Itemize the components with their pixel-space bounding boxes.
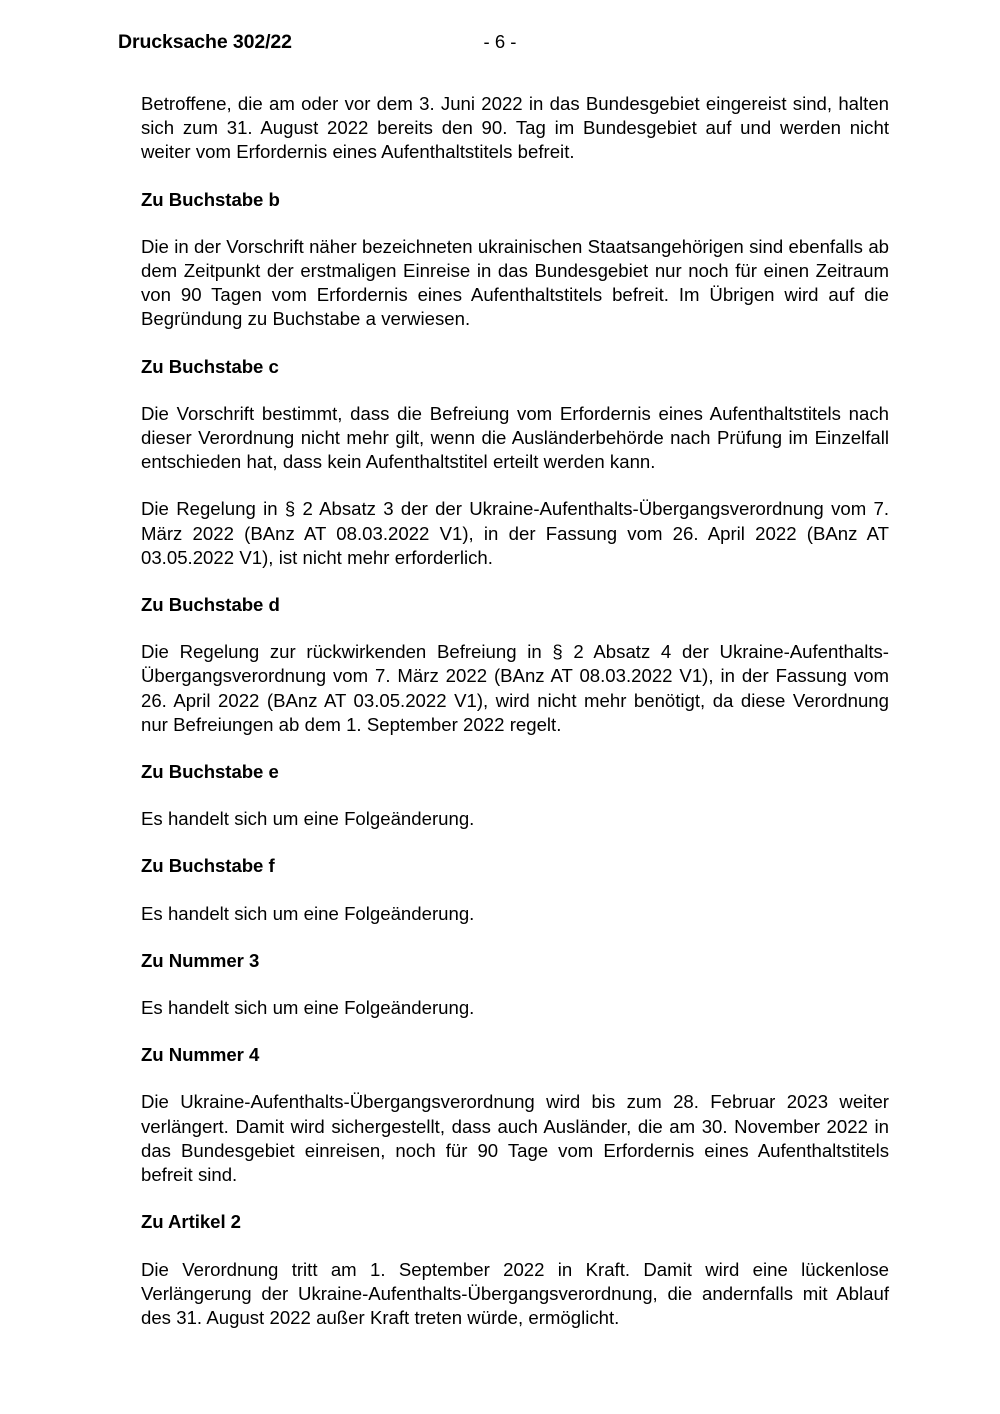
heading-zu-buchstabe-d: Zu Buchstabe d: [141, 594, 280, 616]
document-body: [141, 92, 889, 1330]
paragraph-nummer-4: Die Ukraine-Aufenthalts-Übergangsverordnung wird bis zum 28. Februar 2023 weiter verlängert. Damit wird sichergestellt, dass auch Ausländer, die am 30. November 2022 in das Bundesgebiet einreisen, noch für 90 Tage vom Erfordernis eines Aufenthaltstitels befreit sind.: [141, 1091, 889, 1186]
document-identifier: Drucksache 302/22: [118, 31, 292, 53]
heading-zu-buchstabe-c: Zu Buchstabe c: [141, 355, 279, 377]
heading-zu-nummer-4: Zu Nummer 4: [141, 1044, 260, 1066]
heading-zu-buchstabe-e: Zu Buchstabe e: [141, 761, 279, 783]
paragraph-buchstabe-e: Es handelt sich um eine Folgeänderung.: [141, 808, 475, 830]
heading-zu-nummer-3: Zu Nummer 3: [141, 949, 260, 971]
paragraph-nummer-3: Es handelt sich um eine Folgeänderung.: [141, 997, 475, 1019]
paragraph-buchstabe-b: Die in der Vorschrift näher bezeichneten ukrainischen Staatsangehörigen sind ebenfalls ab dem Zeitpunkt der erstmaligen Einreise in das Bundesgebiet nur noch für einen Zeitraum von 90 Tagen vom Erfordernis eines Aufenthaltstitels befreit. Im Übrigen wird auf die Begründung zu Buchstabe a verwiesen.: [141, 235, 889, 330]
paragraph-buchstabe-f: Es handelt sich um eine Folgeänderung.: [141, 902, 475, 924]
heading-zu-artikel-2: Zu Artikel 2: [141, 1211, 241, 1233]
page-header: [118, 30, 882, 58]
heading-zu-buchstabe-f: Zu Buchstabe f: [141, 855, 275, 877]
paragraph-buchstabe-d: Die Regelung zur rückwirkenden Befreiung in § 2 Absatz 4 der Ukraine-Aufenthalts-Übergangsverordnung vom 7. März 2022 (BAnz AT 08.03.2022 V1), in der Fassung vom 26. April 2022 (BAnz AT 03.05.2022 V1), wird nicht mehr benötigt, da diese Verordnung nur Befreiungen ab dem 1. September 2022 regelt.: [141, 641, 889, 735]
paragraph-betroffene: Betroffene, die am oder vor dem 3. Juni 2022 in das Bundesgebiet eingereist sind, halten sich zum 31. August 2022 bereits den 90. Tag im Bundesgebiet auf und werden nicht weiter vom Erfordernis eines Aufenthaltstitels befreit.: [141, 93, 889, 163]
paragraph-buchstabe-c-1: Die Vorschrift bestimmt, dass die Befreiung vom Erfordernis eines Aufenthaltstitels nach dieser Verordnung nicht mehr gilt, wenn die Ausländerbehörde nach Prüfung im Einzelfall entschieden hat, dass kein Aufenthaltstitel erteilt werden kann.: [141, 402, 889, 473]
paragraph-artikel-2: Die Verordnung tritt am 1. September 2022 in Kraft. Damit wird eine lückenlose Verlängerung der Ukraine-Aufenthalts-Übergangsverordnung, die andernfalls mit Ablauf des 31. August 2022 außer Kraft treten würde, ermöglicht.: [141, 1258, 889, 1328]
page-number: - 6 -: [483, 31, 517, 52]
heading-zu-buchstabe-b: Zu Buchstabe b: [141, 188, 280, 210]
paragraph-buchstabe-c-2: Die Regelung in § 2 Absatz 3 der der Ukraine-Aufenthalts-Übergangsverordnung vom 7. März 2022 (BAnz AT 08.03.2022 V1), in der Fassung vom 26. April 2022 (BAnz AT 03.05.2022 V1), ist nicht mehr erforderlich.: [141, 498, 889, 568]
